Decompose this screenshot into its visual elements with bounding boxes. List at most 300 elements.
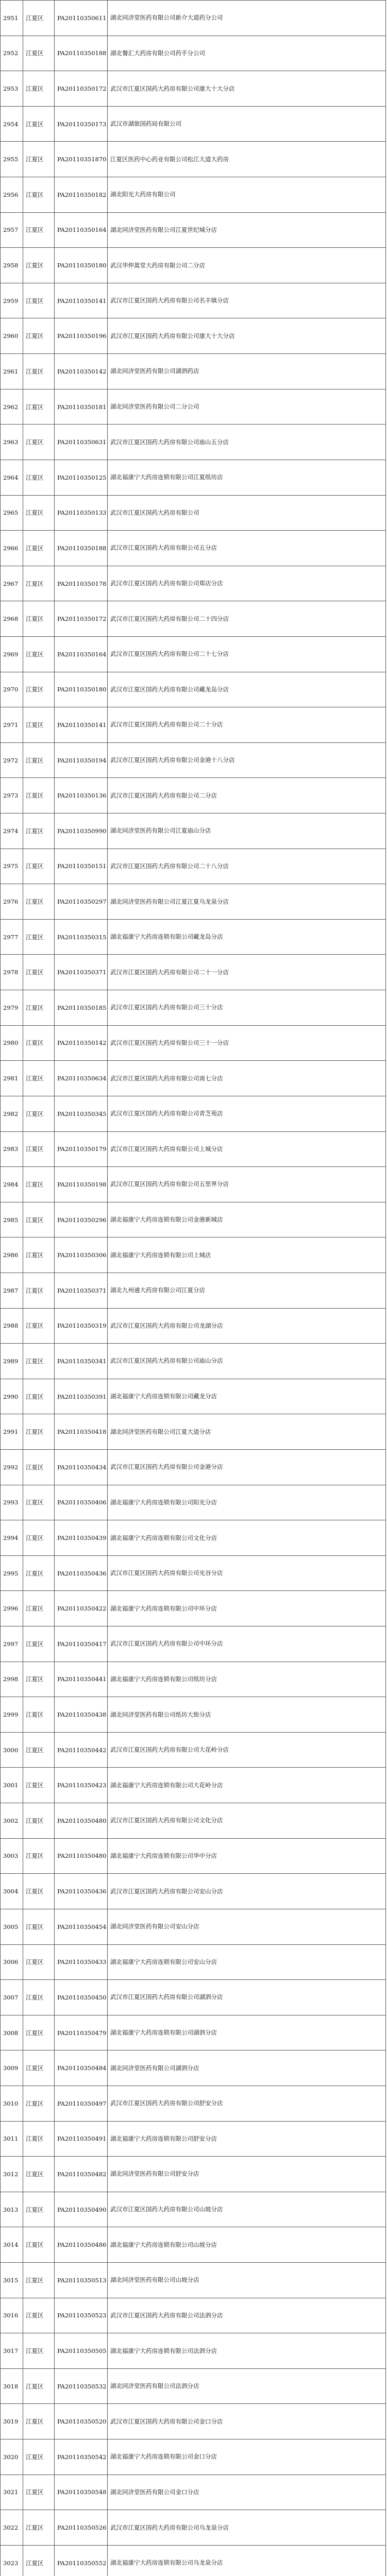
row-number-text: 3023 — [3, 2559, 19, 2567]
table-row — [1, 460, 386, 495]
district-cell-text: 江夏区 — [26, 1110, 44, 1117]
code-cell — [55, 1909, 108, 1944]
district-cell-text: 江夏区 — [26, 1251, 44, 1259]
name-cell-text: 武汉市江夏区国药大药房有限公司中环分店 — [110, 1640, 223, 1648]
district-cell-text: 江夏区 — [26, 332, 44, 340]
code-cell-text: PA20110350520 — [57, 2418, 107, 2426]
name-cell-text: 武汉市江夏区国药大药房有限公司二十七分店 — [110, 650, 229, 658]
table-row — [1, 2545, 386, 2576]
row-number-text: 3012 — [3, 2170, 19, 2178]
name-cell-text: 武汉市江夏区国药大药房有限公司郑店分店 — [110, 580, 223, 587]
table-row — [1, 1167, 386, 1202]
district-cell-text: 江夏区 — [26, 191, 44, 198]
row-number — [1, 2333, 23, 2369]
row-number-text: 3007 — [3, 1993, 19, 2001]
code-cell — [55, 849, 108, 884]
name-cell-text: 湖北同济堂医药有限公司湖泗药店 — [110, 367, 199, 375]
name-cell-text: 武汉市江夏区国药大药房有限公司二分店 — [110, 791, 217, 799]
row-number-text: 2966 — [3, 544, 19, 552]
code-cell-text: PA20110350196 — [57, 332, 107, 340]
code-cell — [55, 1308, 108, 1344]
code-cell-text: PA20110350136 — [57, 792, 107, 800]
row-number — [1, 2545, 23, 2576]
row-number-text: 3018 — [3, 2382, 19, 2390]
name-cell-text: 湖北福康宁大药房连锁有限公司华中分店 — [110, 1852, 217, 1859]
row-number-text: 2992 — [3, 1463, 19, 1471]
district-cell-text: 江夏区 — [26, 1357, 44, 1365]
name-cell-text: 武汉市江夏区国药大药房有限公司舒安分店 — [110, 2099, 223, 2107]
code-cell — [55, 1732, 108, 1768]
name-cell-text: 湖北餐汇大药房有限公司药乎分公司 — [110, 49, 205, 57]
row-number — [1, 106, 23, 142]
name-cell — [108, 1591, 386, 1626]
row-number-text: 3001 — [3, 1782, 19, 1789]
district-cell — [23, 1449, 55, 1485]
row-number — [1, 1414, 23, 1450]
row-number — [1, 1131, 23, 1167]
table-row — [1, 2404, 386, 2439]
name-cell-text: 武汉市江夏区国药大药房有限公司乌龙泉分店 — [110, 2523, 229, 2531]
district-cell-text: 江夏区 — [26, 544, 44, 552]
row-number-text: 2954 — [3, 120, 19, 128]
row-number — [1, 1803, 23, 1839]
row-number — [1, 1167, 23, 1202]
district-cell — [23, 2050, 55, 2086]
code-cell — [55, 1591, 108, 1626]
district-cell — [23, 1662, 55, 1697]
district-cell-text: 江夏区 — [26, 1746, 44, 1754]
row-number — [1, 742, 23, 778]
code-cell-text: PA20110350181 — [57, 403, 107, 411]
row-number — [1, 1732, 23, 1768]
row-number-text: 2961 — [3, 367, 19, 375]
code-cell — [55, 742, 108, 778]
code-cell-text: PA20110350441 — [57, 1675, 107, 1683]
name-cell-text: 湖北同济堂医药有限公司江夏庙山分店 — [110, 827, 211, 835]
row-number — [1, 1768, 23, 1803]
row-number — [1, 2192, 23, 2227]
row-number-text: 2964 — [3, 473, 19, 481]
code-cell-text: PA20110350497 — [57, 2099, 107, 2107]
table-row — [1, 636, 386, 672]
code-cell — [55, 495, 108, 531]
code-cell — [55, 919, 108, 955]
code-cell — [55, 36, 108, 71]
district-cell-text: 江夏区 — [26, 1817, 44, 1824]
code-cell-text: PA20110350611 — [57, 14, 107, 22]
code-cell-text: PA20110350552 — [57, 2559, 107, 2567]
table-row — [1, 531, 386, 566]
district-cell-text: 江夏区 — [26, 226, 44, 234]
row-number — [1, 248, 23, 283]
row-number-text: 2970 — [3, 686, 19, 693]
code-cell-text: PA20110350542 — [57, 2453, 107, 2461]
table-row — [1, 1909, 386, 1944]
code-cell-text: PA20110350436 — [57, 1569, 107, 1577]
name-cell-text: 武汉市江夏区国药大药房有限公司法泗分店 — [110, 2311, 223, 2319]
name-cell-text: 湖北福康宁大药房连锁有限公司大花岭分店 — [110, 1781, 223, 1789]
name-cell — [108, 919, 386, 955]
district-cell — [23, 460, 55, 495]
code-cell — [55, 955, 108, 990]
row-number-text: 3010 — [3, 2099, 19, 2107]
code-cell-text: PA20110350142 — [57, 1039, 107, 1047]
row-number-text: 3022 — [3, 2524, 19, 2532]
district-cell — [23, 354, 55, 389]
row-number — [1, 2157, 23, 2192]
row-number — [1, 1273, 23, 1308]
code-cell-text: PA20110350188 — [57, 49, 107, 57]
name-cell — [108, 460, 386, 495]
name-cell-text: 湖北福康宁大药房连锁有限公司江夏纸坊店 — [110, 473, 223, 481]
row-number-text: 2998 — [3, 1675, 19, 1683]
name-cell — [108, 1131, 386, 1167]
table-row — [1, 884, 386, 920]
district-cell — [23, 1414, 55, 1450]
row-number-text: 3016 — [3, 2312, 19, 2319]
district-cell — [23, 778, 55, 814]
code-cell-text: PA20110350164 — [57, 650, 107, 658]
code-cell — [55, 1980, 108, 2015]
name-cell-text: 武汉市江夏区国药大药房有限公司二十分店 — [110, 721, 223, 728]
district-cell-text: 江夏区 — [26, 792, 44, 800]
code-cell — [55, 1414, 108, 1450]
name-cell — [108, 1662, 386, 1697]
row-number — [1, 1520, 23, 1556]
row-number-text: 2978 — [3, 969, 19, 976]
district-cell-text: 江夏区 — [26, 1993, 44, 2001]
district-cell — [23, 1202, 55, 1238]
district-cell — [23, 36, 55, 71]
row-number-text: 2979 — [3, 1004, 19, 1011]
code-cell-text: PA20110350125 — [57, 473, 107, 481]
code-cell — [55, 2086, 108, 2121]
row-number — [1, 1662, 23, 1697]
row-number-text: 3013 — [3, 2206, 19, 2213]
name-cell-text: 武汉市江夏区国药大药房有限公司 — [110, 509, 199, 516]
name-cell — [108, 814, 386, 849]
row-number-text: 2972 — [3, 756, 19, 764]
district-cell-text: 江夏区 — [26, 1286, 44, 1294]
code-cell-text: PA20110350172 — [57, 85, 107, 93]
row-number-text: 2990 — [3, 1393, 19, 1400]
district-cell — [23, 495, 55, 531]
code-cell-text: PA20110350164 — [57, 226, 107, 234]
row-number-text: 2968 — [3, 615, 19, 623]
code-cell-text: PA20110350532 — [57, 2382, 107, 2390]
name-cell-text: 江夏区医药中心药业有限公司松江大道大药房 — [110, 155, 229, 163]
code-cell-text: PA20110350306 — [57, 1251, 107, 1259]
name-cell — [108, 1273, 386, 1308]
row-number-text: 2952 — [3, 49, 19, 57]
name-cell — [108, 1732, 386, 1768]
name-cell — [108, 1096, 386, 1131]
name-cell — [108, 849, 386, 884]
district-cell — [23, 1626, 55, 1662]
table-row — [1, 2263, 386, 2298]
name-cell — [108, 1061, 386, 1096]
district-cell-text: 江夏区 — [26, 1958, 44, 1966]
code-cell-text: PA20110350319 — [57, 1322, 107, 1330]
table-row — [1, 1485, 386, 1520]
district-cell — [23, 425, 55, 460]
code-cell — [55, 601, 108, 637]
name-cell-text: 武汉市江夏区国药大药房有限公司二十四分店 — [110, 615, 229, 622]
name-cell — [108, 2333, 386, 2369]
table-row — [1, 495, 386, 531]
name-cell-text: 武汉市江夏区国药大药房有限公司藏龙岛分店 — [110, 685, 229, 693]
district-cell-text: 江夏区 — [26, 120, 44, 128]
code-cell — [55, 778, 108, 814]
name-cell-text: 武汉市江夏区国药大药房有限公司二十八分店 — [110, 862, 229, 870]
name-cell — [108, 1874, 386, 1909]
name-cell-text: 武汉市江夏区国药大药房有限公司光谷分店 — [110, 1569, 223, 1577]
row-number-text: 2963 — [3, 438, 19, 446]
name-cell-text: 湖北同济堂医药有限公司湖泗分店 — [110, 2064, 199, 2072]
row-number — [1, 849, 23, 884]
table-row — [1, 2368, 386, 2404]
district-cell-text: 江夏区 — [26, 969, 44, 976]
name-cell — [108, 1379, 386, 1414]
table-row — [1, 1273, 386, 1308]
name-cell — [108, 1909, 386, 1944]
table-row — [1, 2121, 386, 2157]
district-cell — [23, 884, 55, 920]
row-number-text: 3002 — [3, 1817, 19, 1824]
district-cell-text: 江夏区 — [26, 85, 44, 93]
code-cell — [55, 2015, 108, 2050]
name-cell — [108, 601, 386, 637]
district-cell-text: 江夏区 — [26, 580, 44, 587]
district-cell — [23, 1838, 55, 1874]
name-cell — [108, 425, 386, 460]
code-cell — [55, 566, 108, 601]
district-cell-text: 江夏区 — [26, 1675, 44, 1683]
district-cell — [23, 990, 55, 1026]
code-cell-text: PA20110350151 — [57, 862, 107, 870]
district-cell — [23, 2192, 55, 2227]
row-number-text: 3019 — [3, 2418, 19, 2426]
district-cell-text: 江夏区 — [26, 1711, 44, 1719]
code-cell — [55, 1874, 108, 1909]
code-cell-text: PA20110350133 — [57, 509, 107, 517]
table-row — [1, 389, 386, 425]
row-number-text: 3021 — [3, 2488, 19, 2496]
row-number-text: 2962 — [3, 403, 19, 411]
code-cell — [55, 531, 108, 566]
district-cell — [23, 177, 55, 213]
table-row — [1, 2333, 386, 2369]
row-number — [1, 1874, 23, 1909]
table-row — [1, 1025, 386, 1061]
name-cell — [108, 1626, 386, 1662]
row-number — [1, 2263, 23, 2298]
table-row — [1, 2510, 386, 2546]
name-cell-text: 湖北福康宁大药房连锁有限公司上城店 — [110, 1251, 211, 1259]
code-cell — [55, 2157, 108, 2192]
name-cell-text: 武汉市江夏区国药大药房有限公司三十分店 — [110, 1004, 223, 1011]
code-cell — [55, 1273, 108, 1308]
row-number-text: 2999 — [3, 1711, 19, 1719]
code-cell — [55, 1449, 108, 1485]
name-cell — [108, 248, 386, 283]
name-cell — [108, 283, 386, 318]
code-cell-text: PA20110350180 — [57, 686, 107, 693]
name-cell-text: 武汉市江夏区国药大药房有限公司五分店 — [110, 544, 217, 552]
district-cell-text: 江夏区 — [26, 2241, 44, 2249]
name-cell-text: 武汉市江夏区国药大药房有限公司南七分店 — [110, 1074, 223, 1082]
name-cell — [108, 2545, 386, 2576]
row-number — [1, 2475, 23, 2510]
district-cell — [23, 318, 55, 354]
district-cell-text: 江夏区 — [26, 1569, 44, 1577]
row-number — [1, 2439, 23, 2475]
row-number — [1, 1, 23, 36]
district-cell-text: 江夏区 — [26, 933, 44, 941]
code-cell — [55, 106, 108, 142]
district-cell-text: 江夏区 — [26, 2524, 44, 2532]
code-cell — [55, 1202, 108, 1238]
district-cell-text: 江夏区 — [26, 1605, 44, 1613]
district-cell — [23, 283, 55, 318]
code-cell — [55, 2263, 108, 2298]
code-cell — [55, 2545, 108, 2576]
row-number-text: 3000 — [3, 1746, 19, 1754]
row-number-text: 2994 — [3, 1534, 19, 1541]
code-cell — [55, 1944, 108, 1980]
name-cell-text: 湖北福康宁大药房连锁有限公司乌龙泉分店 — [110, 2559, 223, 2567]
table-row — [1, 177, 386, 213]
name-cell — [108, 1768, 386, 1803]
code-cell-text: PA20110350179 — [57, 1145, 107, 1153]
name-cell — [108, 955, 386, 990]
row-number — [1, 2298, 23, 2333]
code-cell-text: PA20110350454 — [57, 1923, 107, 1930]
name-cell — [108, 1308, 386, 1344]
district-cell — [23, 2475, 55, 2510]
name-cell-text: 湖北同济堂医药有限公司舒安分店 — [110, 2170, 199, 2178]
row-number — [1, 2121, 23, 2157]
district-cell-text: 江夏区 — [26, 1782, 44, 1789]
table-row — [1, 2157, 386, 2192]
code-cell-text: PA20110350418 — [57, 1428, 107, 1436]
row-number-text: 2971 — [3, 721, 19, 728]
district-cell-text: 江夏区 — [26, 14, 44, 22]
row-number-text: 2959 — [3, 297, 19, 304]
code-cell — [55, 1803, 108, 1839]
name-cell — [108, 1, 386, 36]
district-cell-text: 江夏区 — [26, 2488, 44, 2496]
row-number-text: 3011 — [3, 2135, 19, 2143]
code-cell-text: PA20110350491 — [57, 2135, 107, 2143]
name-cell — [108, 707, 386, 743]
district-cell — [23, 2545, 55, 2576]
code-cell — [55, 2368, 108, 2404]
code-cell-text: PA20110350433 — [57, 1958, 107, 1966]
table-row — [1, 1732, 386, 1768]
table-row — [1, 566, 386, 601]
table-row — [1, 2015, 386, 2050]
table-row — [1, 1096, 386, 1131]
row-number-text: 2975 — [3, 862, 19, 870]
code-cell-text: PA20110350341 — [57, 1357, 107, 1365]
code-cell-text: PA20110350185 — [57, 1004, 107, 1011]
code-cell-text: PA20110350523 — [57, 2312, 107, 2319]
code-cell — [55, 318, 108, 354]
district-cell-text: 江夏区 — [26, 1075, 44, 1082]
name-cell — [108, 1238, 386, 1273]
code-cell — [55, 177, 108, 213]
code-cell-text: PA20110350198 — [57, 1180, 107, 1188]
code-cell-text: PA20110350480 — [57, 1852, 107, 1860]
district-cell — [23, 672, 55, 707]
table-row — [1, 1449, 386, 1485]
code-cell — [55, 1025, 108, 1061]
row-number — [1, 2368, 23, 2404]
district-cell — [23, 212, 55, 248]
name-cell — [108, 106, 386, 142]
code-cell-text: PA20110350479 — [57, 2029, 107, 2037]
row-number-text: 2976 — [3, 898, 19, 906]
name-cell-text: 湖北福康宁大药房连锁有限公司湖泗分店 — [110, 2029, 217, 2037]
district-cell-text: 江夏区 — [26, 2064, 44, 2072]
row-number — [1, 142, 23, 177]
name-cell — [108, 1555, 386, 1591]
code-cell-text: PA20110350422 — [57, 1605, 107, 1613]
code-cell — [55, 1697, 108, 1733]
table-row — [1, 778, 386, 814]
name-cell — [108, 1202, 386, 1238]
district-cell — [23, 1874, 55, 1909]
row-number — [1, 389, 23, 425]
code-cell — [55, 2298, 108, 2333]
name-cell — [108, 177, 386, 213]
table-row — [1, 990, 386, 1026]
code-cell — [55, 71, 108, 107]
name-cell-text: 湖北福康宁大药房连锁有限公司纸坊分店 — [110, 1675, 217, 1683]
row-number-text: 2984 — [3, 1180, 19, 1188]
district-cell-text: 江夏区 — [26, 615, 44, 623]
name-cell-text: 武汉市江夏区国药大药房有限公司山坡分店 — [110, 2206, 223, 2213]
district-cell-text: 江夏区 — [26, 403, 44, 411]
table-row — [1, 2050, 386, 2086]
row-number-text: 2957 — [3, 226, 19, 234]
name-cell-text: 武汉市江夏区国药大药房有限公司湖泗分店 — [110, 1993, 223, 2001]
name-cell — [108, 318, 386, 354]
name-cell-text: 武汉市江夏区国药大药房有限公司金港十八分店 — [110, 756, 235, 764]
code-cell — [55, 814, 108, 849]
table-row — [1, 1414, 386, 1450]
name-cell — [108, 2015, 386, 2050]
district-cell — [23, 1238, 55, 1273]
table-row — [1, 1768, 386, 1803]
row-number-text: 2988 — [3, 1322, 19, 1330]
district-cell-text: 江夏区 — [26, 862, 44, 870]
code-cell — [55, 2333, 108, 2369]
district-cell — [23, 2298, 55, 2333]
name-cell — [108, 2263, 386, 2298]
code-cell — [55, 1061, 108, 1096]
district-cell — [23, 1803, 55, 1839]
name-cell-text: 湖北九州通大药房有限公司江夏分店 — [110, 1286, 205, 1294]
district-cell-text: 江夏区 — [26, 827, 44, 835]
district-cell — [23, 106, 55, 142]
district-cell — [23, 2333, 55, 2369]
table-row — [1, 2298, 386, 2333]
name-cell-text: 湖北同济堂医药有限公司二分公司 — [110, 403, 199, 410]
row-number — [1, 1909, 23, 1944]
row-number — [1, 2015, 23, 2050]
